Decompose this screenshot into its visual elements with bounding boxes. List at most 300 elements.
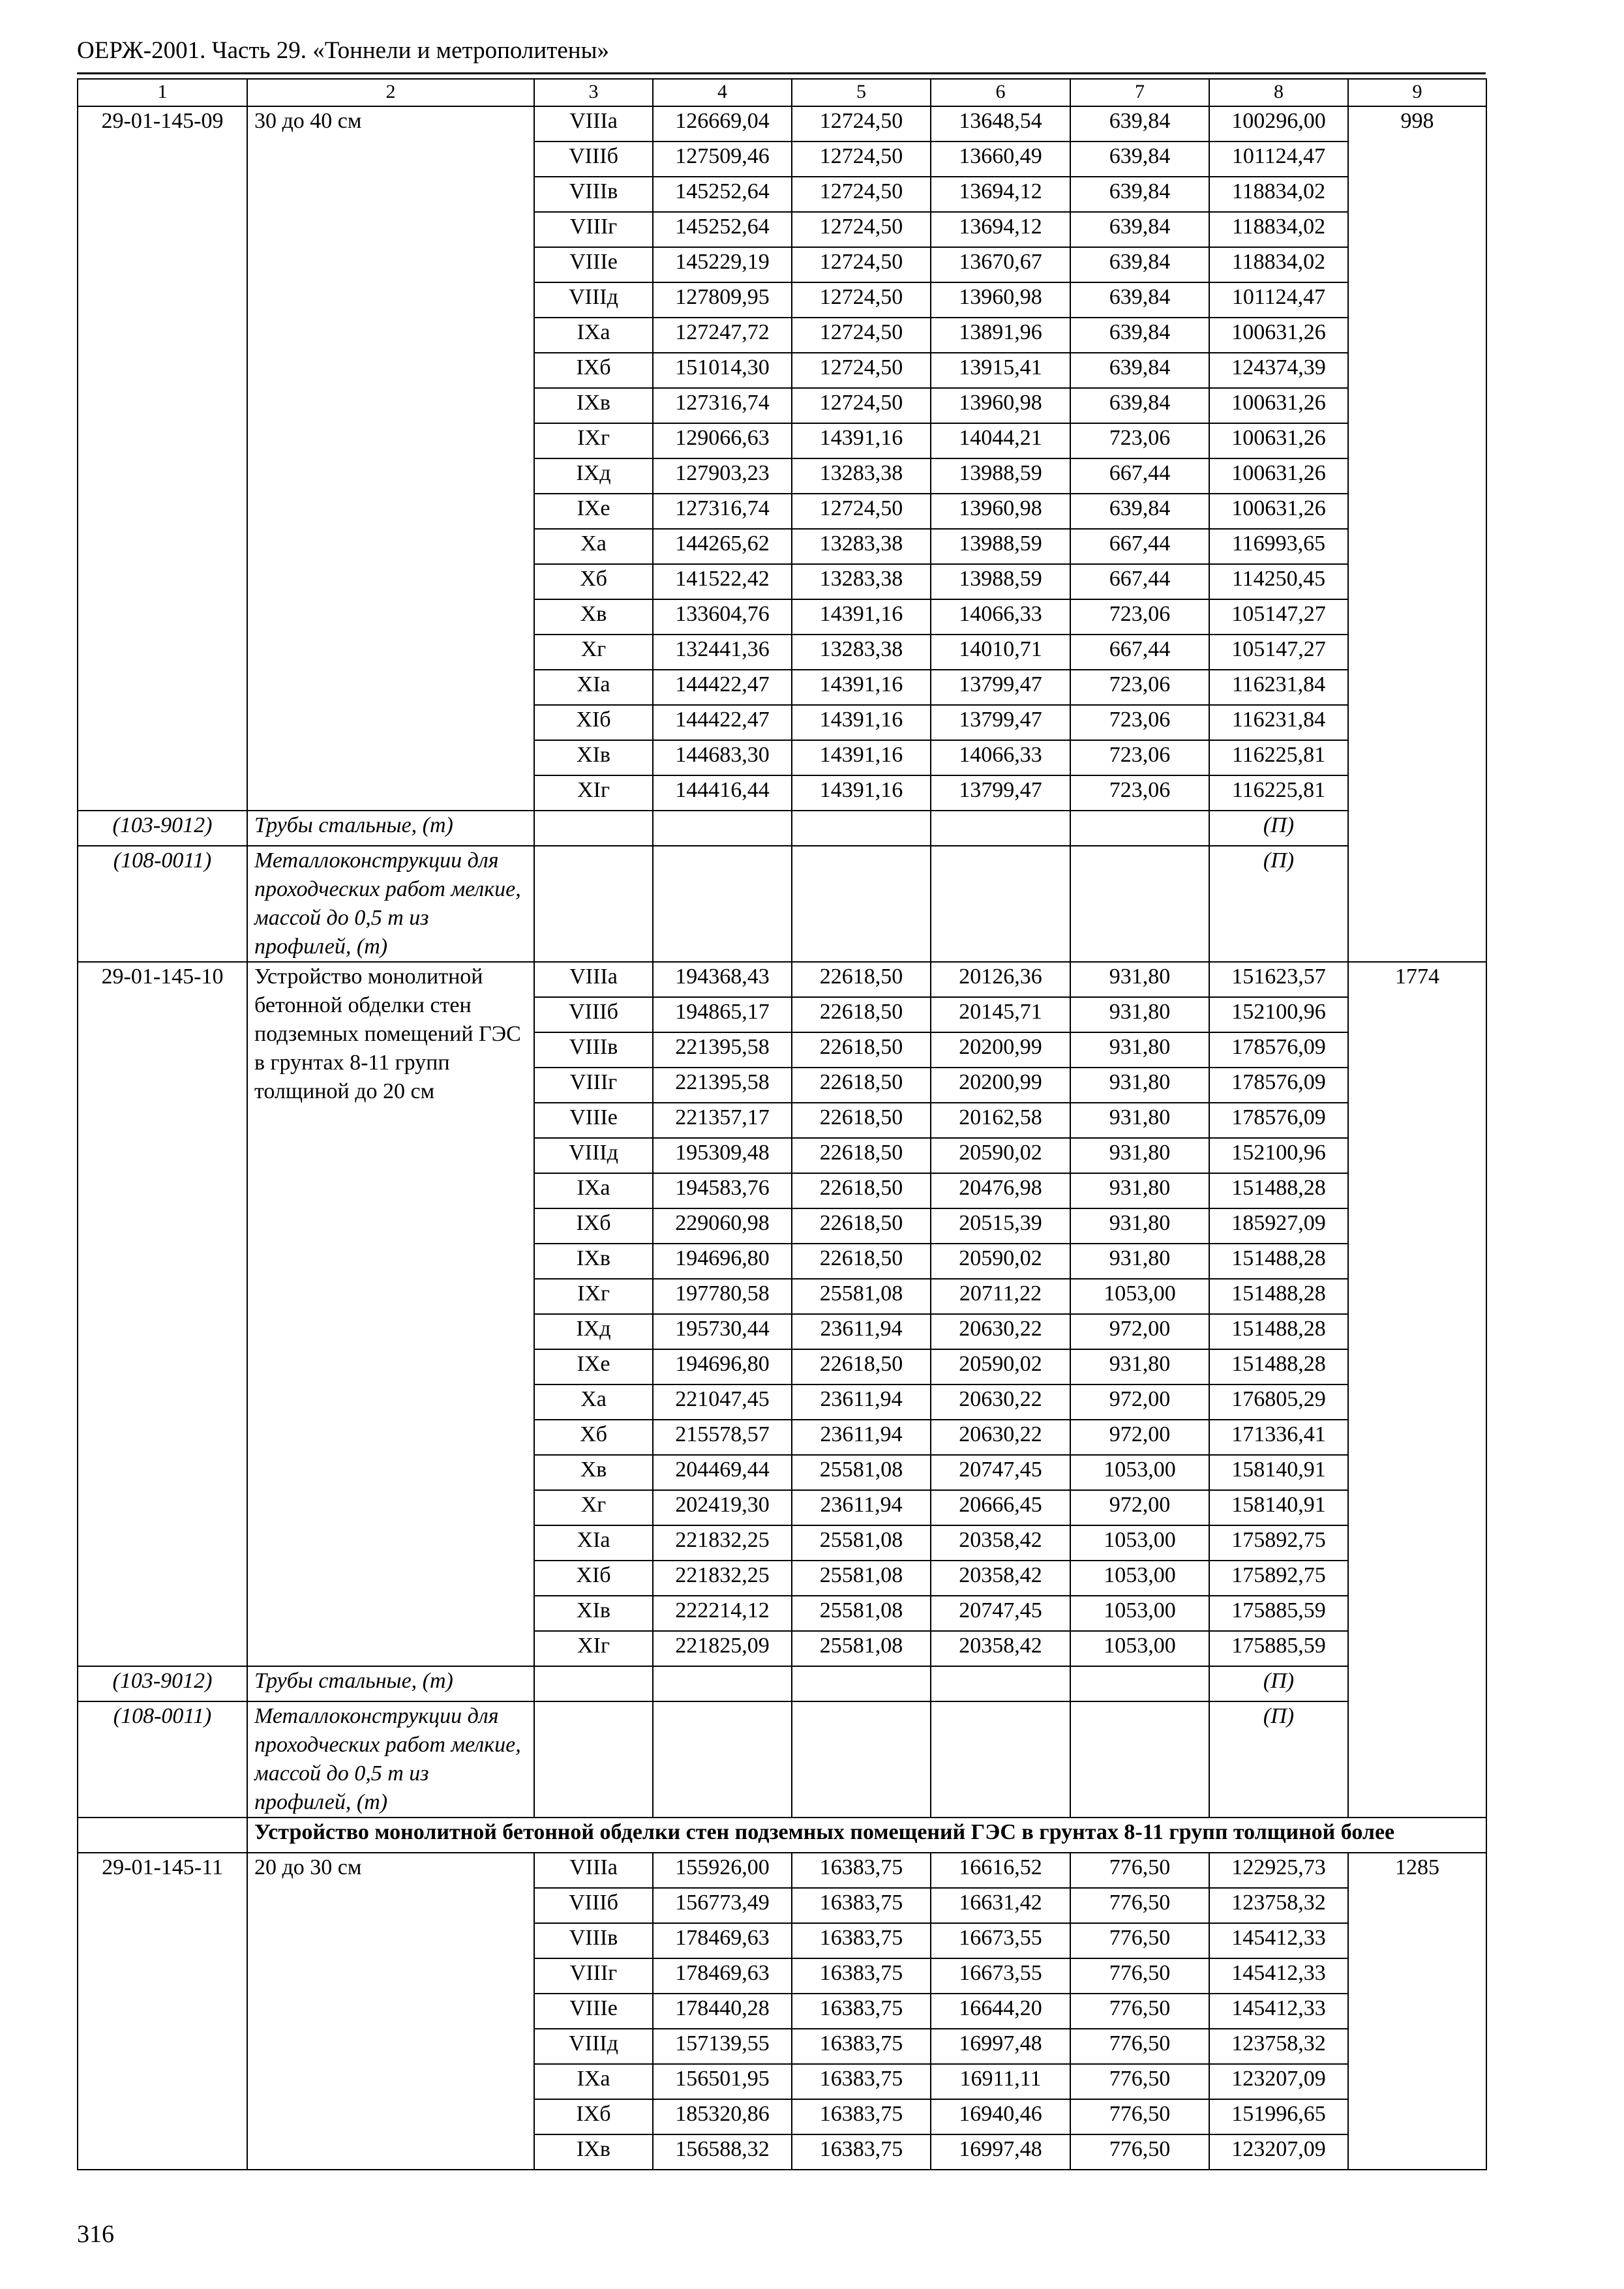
price-value: 20747,45 bbox=[931, 1596, 1070, 1631]
price-value: 14066,33 bbox=[931, 599, 1070, 635]
resource-row bbox=[78, 1701, 1486, 1818]
price-value: 151488,28 bbox=[1209, 1349, 1348, 1384]
price-value: 118834,02 bbox=[1209, 177, 1348, 212]
price-value: 185320,86 bbox=[653, 2099, 792, 2134]
price-value: 105147,27 bbox=[1209, 599, 1348, 635]
soil-group: VIIIе bbox=[534, 247, 653, 282]
page-header: ОЕРЖ-2001. Часть 29. «Тоннели и метрополитены» bbox=[77, 37, 609, 64]
price-value: 20200,99 bbox=[931, 1068, 1070, 1103]
column-number: 6 bbox=[931, 79, 1070, 106]
price-value: 123758,32 bbox=[1209, 2029, 1348, 2064]
price-value: 12724,50 bbox=[792, 318, 931, 353]
soil-group: Xв bbox=[534, 1455, 653, 1490]
price-value: 156588,32 bbox=[653, 2134, 792, 2170]
table-row bbox=[78, 106, 1486, 142]
price-value: 100631,26 bbox=[1209, 423, 1348, 458]
price-value: 12724,50 bbox=[792, 282, 931, 318]
column-number: 5 bbox=[792, 79, 931, 106]
price-value: 639,84 bbox=[1070, 247, 1209, 282]
price-value: 931,80 bbox=[1070, 1349, 1209, 1384]
table-row bbox=[78, 1853, 1486, 1888]
empty-cell bbox=[78, 1818, 247, 1853]
rate-description: Устройство монолитной бетонной обделки стен подземных помещений ГЭС в грунтах 8-11 групп толщиной до 20 см bbox=[247, 962, 534, 1666]
price-value: 152100,96 bbox=[1209, 1138, 1348, 1173]
price-value: 151623,57 bbox=[1209, 962, 1348, 997]
price-value: 144422,47 bbox=[653, 705, 792, 740]
soil-group: Xг bbox=[534, 635, 653, 670]
price-value: 20590,02 bbox=[931, 1244, 1070, 1279]
price-value: 1053,00 bbox=[1070, 1596, 1209, 1631]
soil-group: Xв bbox=[534, 599, 653, 635]
price-value: 195730,44 bbox=[653, 1314, 792, 1349]
price-value: 12724,50 bbox=[792, 353, 931, 388]
price-value: 13694,12 bbox=[931, 177, 1070, 212]
price-value: 158140,91 bbox=[1209, 1490, 1348, 1525]
soil-group: XIа bbox=[534, 1525, 653, 1561]
price-value: 25581,08 bbox=[792, 1525, 931, 1561]
price-value: 25581,08 bbox=[792, 1455, 931, 1490]
price-value: 145252,64 bbox=[653, 212, 792, 247]
price-value: 16673,55 bbox=[931, 1923, 1070, 1958]
price-value: 13960,98 bbox=[931, 282, 1070, 318]
soil-group: VIIIе bbox=[534, 1994, 653, 2029]
price-value: 13694,12 bbox=[931, 212, 1070, 247]
price-value: 221047,45 bbox=[653, 1384, 792, 1420]
resource-name: Трубы стальные, (т) bbox=[247, 811, 534, 846]
price-value: 16616,52 bbox=[931, 1853, 1070, 1888]
section-title: Устройство монолитной бетонной обделки стен подземных помещений ГЭС в грунтах 8-11 групп толщиной более bbox=[247, 1818, 1486, 1853]
empty-cell bbox=[792, 1666, 931, 1701]
soil-group: Xб bbox=[534, 564, 653, 599]
price-value: 152100,96 bbox=[1209, 997, 1348, 1032]
price-value: 776,50 bbox=[1070, 1994, 1209, 2029]
price-value: 931,80 bbox=[1070, 997, 1209, 1032]
soil-group: IXд bbox=[534, 1314, 653, 1349]
price-value: 20126,36 bbox=[931, 962, 1070, 997]
soil-group: VIIIд bbox=[534, 1138, 653, 1173]
price-value: 20590,02 bbox=[931, 1349, 1070, 1384]
price-value: 202419,30 bbox=[653, 1490, 792, 1525]
price-value: 1053,00 bbox=[1070, 1631, 1209, 1666]
price-value: 20747,45 bbox=[931, 1455, 1070, 1490]
price-value: 776,50 bbox=[1070, 1888, 1209, 1923]
labor-value: 1774 bbox=[1348, 962, 1486, 1818]
soil-group: IXв bbox=[534, 2134, 653, 2170]
price-value: 12724,50 bbox=[792, 388, 931, 423]
empty-cell bbox=[653, 811, 792, 846]
price-value: 124374,39 bbox=[1209, 353, 1348, 388]
price-value: 145252,64 bbox=[653, 177, 792, 212]
price-value: 116225,81 bbox=[1209, 740, 1348, 775]
price-value: 22618,50 bbox=[792, 1349, 931, 1384]
price-value: 14391,16 bbox=[792, 599, 931, 635]
price-value: 16997,48 bbox=[931, 2134, 1070, 2170]
price-value: 20630,22 bbox=[931, 1420, 1070, 1455]
price-value: 16383,75 bbox=[792, 1853, 931, 1888]
soil-group: VIIIг bbox=[534, 212, 653, 247]
price-value: 16383,75 bbox=[792, 2064, 931, 2099]
price-value: 145412,33 bbox=[1209, 1994, 1348, 2029]
price-value: 13283,38 bbox=[792, 564, 931, 599]
soil-group: XIв bbox=[534, 1596, 653, 1631]
price-value: 116225,81 bbox=[1209, 775, 1348, 811]
column-number: 8 bbox=[1209, 79, 1348, 106]
price-value: 22618,50 bbox=[792, 962, 931, 997]
price-value: 16383,75 bbox=[792, 1994, 931, 2029]
price-value: 931,80 bbox=[1070, 1244, 1209, 1279]
price-value: 221832,25 bbox=[653, 1525, 792, 1561]
column-number: 2 bbox=[247, 79, 534, 106]
price-value: 133604,76 bbox=[653, 599, 792, 635]
price-value: 16383,75 bbox=[792, 2029, 931, 2064]
price-value: 13283,38 bbox=[792, 635, 931, 670]
price-value: 639,84 bbox=[1070, 212, 1209, 247]
price-value: 118834,02 bbox=[1209, 247, 1348, 282]
resource-code: (108-0011) bbox=[78, 1701, 247, 1818]
price-value: 12724,50 bbox=[792, 177, 931, 212]
price-value: 13799,47 bbox=[931, 705, 1070, 740]
resource-unit-marker: (П) bbox=[1209, 846, 1348, 962]
price-value: 127316,74 bbox=[653, 494, 792, 529]
price-value: 123207,09 bbox=[1209, 2134, 1348, 2170]
price-value: 101124,47 bbox=[1209, 142, 1348, 177]
price-value: 156773,49 bbox=[653, 1888, 792, 1923]
rates-table bbox=[77, 78, 1487, 2170]
price-value: 25581,08 bbox=[792, 1631, 931, 1666]
table-row bbox=[78, 962, 1486, 997]
rate-code: 29-01-145-10 bbox=[78, 962, 247, 1666]
price-value: 16911,11 bbox=[931, 2064, 1070, 2099]
resource-row bbox=[78, 1666, 1486, 1701]
price-value: 144416,44 bbox=[653, 775, 792, 811]
price-value: 20476,98 bbox=[931, 1173, 1070, 1208]
soil-group: Xа bbox=[534, 1384, 653, 1420]
price-value: 13648,54 bbox=[931, 106, 1070, 142]
price-value: 144683,30 bbox=[653, 740, 792, 775]
price-value: 178576,09 bbox=[1209, 1032, 1348, 1068]
resource-name: Металлоконструкции для проходческих работ мелкие, массой до 0,5 т из профилей, (т) bbox=[247, 1701, 534, 1818]
price-value: 194583,76 bbox=[653, 1173, 792, 1208]
price-value: 13988,59 bbox=[931, 564, 1070, 599]
price-value: 127316,74 bbox=[653, 388, 792, 423]
resource-row bbox=[78, 846, 1486, 962]
price-value: 22618,50 bbox=[792, 1244, 931, 1279]
price-value: 16383,75 bbox=[792, 2099, 931, 2134]
price-value: 16940,46 bbox=[931, 2099, 1070, 2134]
soil-group: IXе bbox=[534, 494, 653, 529]
price-value: 16644,20 bbox=[931, 1994, 1070, 2029]
price-value: 215578,57 bbox=[653, 1420, 792, 1455]
resource-unit-marker: (П) bbox=[1209, 811, 1348, 846]
price-value: 100296,00 bbox=[1209, 106, 1348, 142]
price-value: 723,06 bbox=[1070, 423, 1209, 458]
price-value: 776,50 bbox=[1070, 2029, 1209, 2064]
price-value: 12724,50 bbox=[792, 142, 931, 177]
price-value: 25581,08 bbox=[792, 1561, 931, 1596]
price-value: 16383,75 bbox=[792, 1888, 931, 1923]
price-value: 151014,30 bbox=[653, 353, 792, 388]
price-value: 20630,22 bbox=[931, 1314, 1070, 1349]
price-value: 639,84 bbox=[1070, 142, 1209, 177]
soil-group: VIIIб bbox=[534, 1888, 653, 1923]
page-number: 316 bbox=[77, 2221, 114, 2248]
price-value: 14391,16 bbox=[792, 670, 931, 705]
resource-code: (108-0011) bbox=[78, 846, 247, 962]
price-value: 639,84 bbox=[1070, 282, 1209, 318]
price-value: 13915,41 bbox=[931, 353, 1070, 388]
soil-group: VIIIд bbox=[534, 282, 653, 318]
soil-group: IXб bbox=[534, 353, 653, 388]
soil-group: VIIIг bbox=[534, 1068, 653, 1103]
soil-group: IXе bbox=[534, 1349, 653, 1384]
price-value: 16673,55 bbox=[931, 1958, 1070, 1994]
price-value: 667,44 bbox=[1070, 564, 1209, 599]
soil-group: IXа bbox=[534, 2064, 653, 2099]
header-rule bbox=[77, 72, 1486, 74]
price-value: 204469,44 bbox=[653, 1455, 792, 1490]
price-value: 14044,21 bbox=[931, 423, 1070, 458]
price-value: 116993,65 bbox=[1209, 529, 1348, 564]
price-value: 129066,63 bbox=[653, 423, 792, 458]
price-value: 100631,26 bbox=[1209, 458, 1348, 494]
price-value: 194368,43 bbox=[653, 962, 792, 997]
price-value: 105147,27 bbox=[1209, 635, 1348, 670]
resource-row bbox=[78, 811, 1486, 846]
soil-group: IXв bbox=[534, 388, 653, 423]
soil-group: VIIIб bbox=[534, 997, 653, 1032]
empty-cell bbox=[792, 846, 931, 962]
price-value: 667,44 bbox=[1070, 635, 1209, 670]
soil-group: IXв bbox=[534, 1244, 653, 1279]
price-value: 14391,16 bbox=[792, 740, 931, 775]
price-value: 20666,45 bbox=[931, 1490, 1070, 1525]
price-value: 639,84 bbox=[1070, 177, 1209, 212]
price-value: 141522,42 bbox=[653, 564, 792, 599]
price-value: 221825,09 bbox=[653, 1631, 792, 1666]
soil-group: VIIIб bbox=[534, 142, 653, 177]
price-value: 197780,58 bbox=[653, 1279, 792, 1314]
column-number: 9 bbox=[1348, 79, 1486, 106]
price-value: 776,50 bbox=[1070, 2134, 1209, 2170]
price-value: 178440,28 bbox=[653, 1994, 792, 2029]
price-value: 931,80 bbox=[1070, 1138, 1209, 1173]
column-number: 4 bbox=[653, 79, 792, 106]
price-value: 175885,59 bbox=[1209, 1631, 1348, 1666]
price-value: 178576,09 bbox=[1209, 1068, 1348, 1103]
empty-cell bbox=[653, 1666, 792, 1701]
price-value: 776,50 bbox=[1070, 1923, 1209, 1958]
empty-cell bbox=[1070, 1701, 1209, 1818]
soil-group: XIб bbox=[534, 1561, 653, 1596]
empty-cell bbox=[534, 846, 653, 962]
soil-group: IXб bbox=[534, 1208, 653, 1244]
price-value: 639,84 bbox=[1070, 388, 1209, 423]
price-value: 14391,16 bbox=[792, 705, 931, 740]
price-value: 723,06 bbox=[1070, 775, 1209, 811]
price-value: 639,84 bbox=[1070, 318, 1209, 353]
price-value: 22618,50 bbox=[792, 1208, 931, 1244]
price-value: 723,06 bbox=[1070, 599, 1209, 635]
price-value: 639,84 bbox=[1070, 494, 1209, 529]
price-value: 158140,91 bbox=[1209, 1455, 1348, 1490]
price-value: 776,50 bbox=[1070, 1958, 1209, 1994]
soil-group: XIг bbox=[534, 1631, 653, 1666]
price-value: 151996,65 bbox=[1209, 2099, 1348, 2134]
price-value: 931,80 bbox=[1070, 962, 1209, 997]
price-value: 156501,95 bbox=[653, 2064, 792, 2099]
soil-group: IXа bbox=[534, 1173, 653, 1208]
price-value: 13960,98 bbox=[931, 494, 1070, 529]
price-value: 972,00 bbox=[1070, 1490, 1209, 1525]
price-value: 175885,59 bbox=[1209, 1596, 1348, 1631]
price-value: 194696,80 bbox=[653, 1244, 792, 1279]
price-value: 127903,23 bbox=[653, 458, 792, 494]
empty-cell bbox=[792, 811, 931, 846]
column-number: 3 bbox=[534, 79, 653, 106]
soil-group: VIIIа bbox=[534, 962, 653, 997]
resource-name: Трубы стальные, (т) bbox=[247, 1666, 534, 1701]
soil-group: VIIIа bbox=[534, 1853, 653, 1888]
price-value: 123207,09 bbox=[1209, 2064, 1348, 2099]
price-value: 13988,59 bbox=[931, 529, 1070, 564]
price-value: 931,80 bbox=[1070, 1032, 1209, 1068]
price-value: 151488,28 bbox=[1209, 1314, 1348, 1349]
resource-code: (103-9012) bbox=[78, 1666, 247, 1701]
price-value: 20145,71 bbox=[931, 997, 1070, 1032]
price-value: 16997,48 bbox=[931, 2029, 1070, 2064]
price-value: 13960,98 bbox=[931, 388, 1070, 423]
price-value: 132441,36 bbox=[653, 635, 792, 670]
soil-group: VIIIа bbox=[534, 106, 653, 142]
price-value: 13670,67 bbox=[931, 247, 1070, 282]
price-value: 25581,08 bbox=[792, 1279, 931, 1314]
price-value: 185927,09 bbox=[1209, 1208, 1348, 1244]
price-value: 13799,47 bbox=[931, 775, 1070, 811]
empty-cell bbox=[931, 1666, 1070, 1701]
rate-description: 30 до 40 см bbox=[247, 106, 534, 811]
soil-group: IXб bbox=[534, 2099, 653, 2134]
price-value: 116231,84 bbox=[1209, 705, 1348, 740]
price-value: 100631,26 bbox=[1209, 388, 1348, 423]
price-value: 221357,17 bbox=[653, 1103, 792, 1138]
price-value: 229060,98 bbox=[653, 1208, 792, 1244]
soil-group: XIб bbox=[534, 705, 653, 740]
soil-group: VIIIд bbox=[534, 2029, 653, 2064]
price-value: 127809,95 bbox=[653, 282, 792, 318]
price-value: 127509,46 bbox=[653, 142, 792, 177]
price-value: 22618,50 bbox=[792, 1138, 931, 1173]
soil-group: VIIIг bbox=[534, 1958, 653, 1994]
price-value: 22618,50 bbox=[792, 1173, 931, 1208]
price-value: 931,80 bbox=[1070, 1103, 1209, 1138]
price-value: 20162,58 bbox=[931, 1103, 1070, 1138]
price-value: 151488,28 bbox=[1209, 1279, 1348, 1314]
price-value: 16383,75 bbox=[792, 2134, 931, 2170]
soil-group: VIIIе bbox=[534, 1103, 653, 1138]
price-value: 1053,00 bbox=[1070, 1561, 1209, 1596]
price-value: 114250,45 bbox=[1209, 564, 1348, 599]
price-value: 20515,39 bbox=[931, 1208, 1070, 1244]
resource-unit-marker: (П) bbox=[1209, 1666, 1348, 1701]
price-value: 13799,47 bbox=[931, 670, 1070, 705]
price-value: 13988,59 bbox=[931, 458, 1070, 494]
price-value: 195309,48 bbox=[653, 1138, 792, 1173]
column-number: 1 bbox=[78, 79, 247, 106]
resource-name: Металлоконструкции для проходческих работ мелкие, массой до 0,5 т из профилей, (т) bbox=[247, 846, 534, 962]
price-value: 144422,47 bbox=[653, 670, 792, 705]
price-value: 151488,28 bbox=[1209, 1173, 1348, 1208]
empty-cell bbox=[1070, 846, 1209, 962]
price-value: 16631,42 bbox=[931, 1888, 1070, 1923]
column-number: 7 bbox=[1070, 79, 1209, 106]
price-value: 776,50 bbox=[1070, 2099, 1209, 2134]
price-value: 776,50 bbox=[1070, 1853, 1209, 1888]
price-value: 100631,26 bbox=[1209, 494, 1348, 529]
price-value: 14066,33 bbox=[931, 740, 1070, 775]
price-value: 16383,75 bbox=[792, 1923, 931, 1958]
price-value: 13891,96 bbox=[931, 318, 1070, 353]
price-value: 723,06 bbox=[1070, 740, 1209, 775]
price-value: 14391,16 bbox=[792, 775, 931, 811]
soil-group: XIв bbox=[534, 740, 653, 775]
price-value: 14391,16 bbox=[792, 423, 931, 458]
price-value: 222214,12 bbox=[653, 1596, 792, 1631]
price-value: 23611,94 bbox=[792, 1384, 931, 1420]
resource-unit-marker: (П) bbox=[1209, 1701, 1348, 1818]
price-value: 118834,02 bbox=[1209, 212, 1348, 247]
soil-group: Xб bbox=[534, 1420, 653, 1455]
price-value: 972,00 bbox=[1070, 1314, 1209, 1349]
price-value: 144265,62 bbox=[653, 529, 792, 564]
price-value: 178576,09 bbox=[1209, 1103, 1348, 1138]
price-value: 100631,26 bbox=[1209, 318, 1348, 353]
price-value: 20358,42 bbox=[931, 1631, 1070, 1666]
soil-group: XIг bbox=[534, 775, 653, 811]
price-value: 14010,71 bbox=[931, 635, 1070, 670]
price-value: 123758,32 bbox=[1209, 1888, 1348, 1923]
price-value: 221832,25 bbox=[653, 1561, 792, 1596]
price-value: 723,06 bbox=[1070, 670, 1209, 705]
price-value: 157139,55 bbox=[653, 2029, 792, 2064]
price-value: 667,44 bbox=[1070, 458, 1209, 494]
soil-group: IXг bbox=[534, 1279, 653, 1314]
price-value: 723,06 bbox=[1070, 705, 1209, 740]
rate-code: 29-01-145-11 bbox=[78, 1853, 247, 2170]
empty-cell bbox=[653, 1701, 792, 1818]
price-value: 776,50 bbox=[1070, 2064, 1209, 2099]
price-value: 221395,58 bbox=[653, 1068, 792, 1103]
price-value: 20711,22 bbox=[931, 1279, 1070, 1314]
rate-description: 20 до 30 см bbox=[247, 1853, 534, 2170]
price-value: 20200,99 bbox=[931, 1032, 1070, 1068]
price-value: 194696,80 bbox=[653, 1349, 792, 1384]
price-value: 101124,47 bbox=[1209, 282, 1348, 318]
price-value: 12724,50 bbox=[792, 106, 931, 142]
price-value: 1053,00 bbox=[1070, 1279, 1209, 1314]
empty-cell bbox=[931, 811, 1070, 846]
price-value: 23611,94 bbox=[792, 1314, 931, 1349]
soil-group: VIIIв bbox=[534, 1032, 653, 1068]
soil-group: IXа bbox=[534, 318, 653, 353]
empty-cell bbox=[534, 811, 653, 846]
empty-cell bbox=[792, 1701, 931, 1818]
price-value: 127247,72 bbox=[653, 318, 792, 353]
empty-cell bbox=[1070, 811, 1209, 846]
empty-cell bbox=[534, 1701, 653, 1818]
price-value: 931,80 bbox=[1070, 1068, 1209, 1103]
labor-value: 1285 bbox=[1348, 1853, 1486, 2170]
price-value: 22618,50 bbox=[792, 1032, 931, 1068]
